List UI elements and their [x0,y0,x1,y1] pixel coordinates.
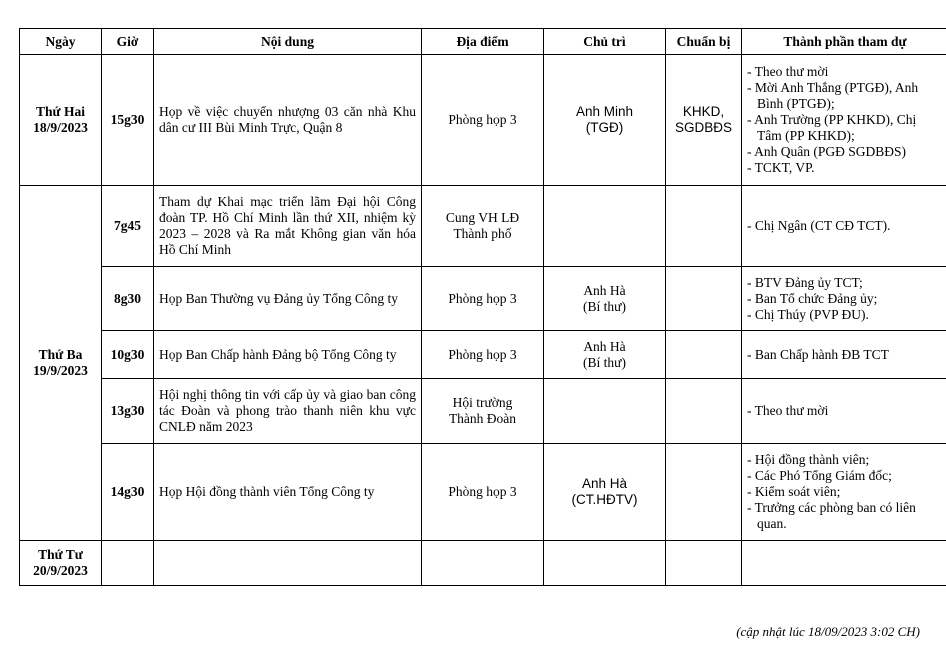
place-line: Phòng họp 3 [448,346,517,362]
header-row [20,29,946,55]
place-cell [422,379,544,444]
place-line: Thành phố [453,226,512,241]
attendees-cell [742,541,946,586]
attendees-cell [742,267,946,331]
prep-line: KHKD, [682,104,725,119]
prep-cell [666,267,742,331]
chair-line: (TGĐ) [585,120,624,135]
update-timestamp: (cập nhật lúc 18/09/2023 3:02 CH) [736,624,920,639]
place-cell [422,55,544,186]
table-row [20,541,946,586]
attendee-line: - Chị Ngân (CT CĐ TCT). [747,218,891,233]
header-content: Nội dung [154,29,422,55]
time-cell: 8g30 [102,267,154,331]
attendee-line: - TCKT, VP. [747,160,815,175]
time-cell: 10g30 [102,331,154,379]
attendees-cell [742,55,946,186]
place-cell [422,444,544,541]
attendee-line: - Các Phó Tổng Giám đốc; [747,468,892,483]
attendees-cell [742,379,946,444]
header-day: Ngày [20,29,102,55]
chair-cell [544,331,666,379]
day-name: Thứ Hai [36,104,85,119]
chair-line: Anh Hà [581,476,628,491]
chair-cell [544,55,666,186]
time-cell: 15g30 [102,55,154,186]
place-line: Phòng họp 3 [448,484,517,499]
chair-line: (Bí thư) [583,298,626,314]
attendee-line: - Mời Anh Thắng (PTGĐ), Anh Bình (PTGĐ); [747,80,919,111]
attendee-line: - Anh Trường (PP KHKD), Chị Tâm (PP KHKD); [747,112,917,143]
day-name: Thứ Tư [38,547,83,562]
day-cell [20,541,102,586]
table-row [20,55,946,186]
content-cell: Họp Hội đồng thành viên Tổng Công ty [154,444,422,541]
chair-line: Anh Minh [575,104,634,119]
place-cell [422,186,544,267]
day-date: 20/9/2023 [33,563,88,578]
content-cell: Họp về việc chuyển nhượng 03 căn nhà Khu dân cư III Bùi Minh Trực, Quận 8 [154,55,422,186]
time-cell [102,541,154,586]
place-line: Phòng họp 3 [448,112,517,127]
chair-cell [544,541,666,586]
attendee-line: - Hội đồng thành viên; [747,452,870,467]
header-place: Địa điểm [422,29,544,55]
chair-line: (CT.HĐTV) [571,492,638,507]
attendee-line: - Trưởng các phòng ban có liên quan. [747,500,916,531]
chair-cell [544,379,666,444]
place-line: Thành Đoàn [448,411,517,426]
content-cell: Họp Ban Thường vụ Đảng ủy Tổng Công ty [154,267,422,331]
place-line: Cung VH LĐ [445,210,520,225]
attendees-cell [742,331,946,379]
day-cell [20,186,102,541]
header-prep: Chuẩn bị [666,29,742,55]
table-row [20,267,946,331]
table-row [20,379,946,444]
table-row [20,186,946,267]
attendee-line: - Theo thư mời [747,64,829,79]
day-date: 18/9/2023 [33,120,88,135]
content-cell: Họp Ban Chấp hành Đảng bộ Tổng Công ty [154,331,422,379]
prep-line: SGDBĐS [674,120,732,135]
chair-cell [544,267,666,331]
content-cell: Hội nghị thông tin với cấp ủy và giao ban công tác Đoàn và phong trào thanh niên khu vực CNLĐ năm 2023 [154,379,422,444]
table-row [20,331,946,379]
day-cell [20,55,102,186]
prep-cell [666,186,742,267]
chair-cell [544,186,666,267]
attendee-line: - Chị Thúy (PVP ĐU). [747,306,869,322]
prep-cell [666,379,742,444]
place-cell [422,331,544,379]
attendee-line: - Theo thư mời [747,403,829,418]
time-cell: 7g45 [102,186,154,267]
header-time: Giờ [102,29,154,55]
attendees-cell [742,444,946,541]
place-cell [422,541,544,586]
attendee-line: - Ban Tổ chức Đảng ủy; [747,290,878,306]
day-date: 19/9/2023 [33,363,88,378]
chair-line: (Bí thư) [583,354,626,370]
prep-cell [666,331,742,379]
header-chair: Chủ trì [544,29,666,55]
header-attendees: Thành phần tham dự [742,29,946,55]
attendee-line: - Kiểm soát viên; [747,484,841,499]
day-name: Thứ Ba [38,347,83,362]
place-line: Hội trường [452,395,513,410]
chair-cell [544,444,666,541]
chair-line: Anh Hà [583,338,626,354]
schedule-table [19,28,946,586]
chair-line: Anh Hà [583,282,626,298]
content-cell [154,541,422,586]
content-cell: Tham dự Khai mạc triển lãm Đại hội Công đoàn TP. Hồ Chí Minh lần thứ XII, nhiệm kỳ 2023 – 2028 và Ra mắt Không gian văn hóa Hồ Chí Minh [154,186,422,267]
attendee-line: - BTV Đảng ủy TCT; [747,274,863,290]
prep-cell [666,541,742,586]
time-cell: 13g30 [102,379,154,444]
place-line: Phòng họp 3 [448,290,517,306]
table-row [20,444,946,541]
prep-cell [666,444,742,541]
attendees-cell [742,186,946,267]
place-cell [422,267,544,331]
attendee-line: - Anh Quân (PGĐ SGDBĐS) [747,144,907,159]
time-cell: 14g30 [102,444,154,541]
attendee-line: - Ban Chấp hành ĐB TCT [747,346,889,362]
prep-cell [666,55,742,186]
